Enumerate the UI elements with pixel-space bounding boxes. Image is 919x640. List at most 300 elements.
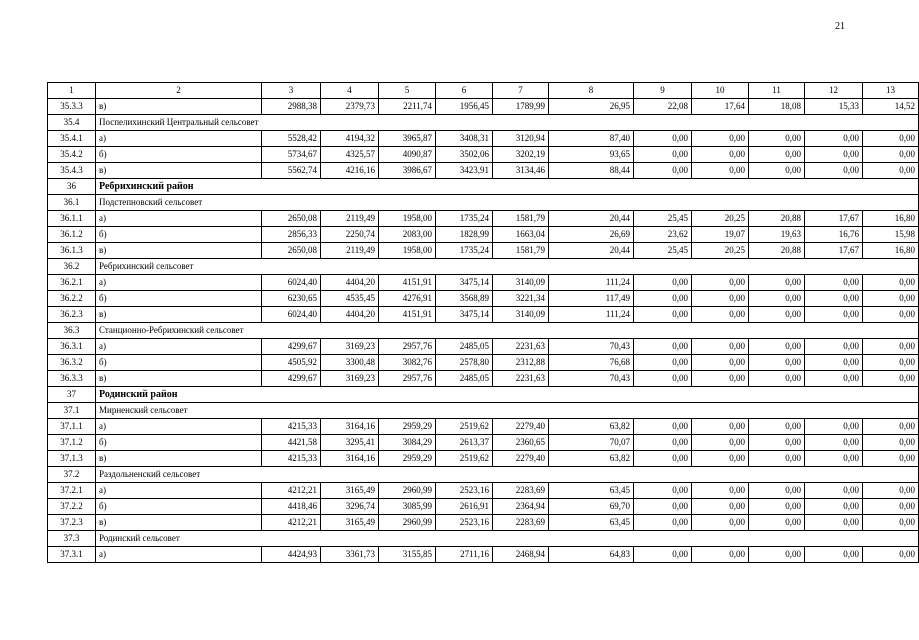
table-cell-value: 0,00 [863,435,919,451]
table-cell-value: 0,00 [634,275,692,291]
table-cell-value: 4325,57 [321,147,379,163]
section-title: Подстепновский сельсовет [96,195,919,211]
table-cell-value: 2957,76 [379,371,436,387]
row-variant-label: б) [96,291,262,307]
row-code: 37.1.2 [48,435,96,451]
table-cell-value: 3475,14 [436,307,493,323]
table-row [48,275,919,291]
table-cell-value: 17,64 [692,99,749,115]
table-cell-value: 69,70 [549,499,634,515]
table-cell-value: 3165,49 [321,483,379,499]
row-code: 37.1 [48,403,96,419]
table-cell-value: 4276,91 [379,291,436,307]
row-code: 36.3.1 [48,339,96,355]
tariff-table [47,82,919,563]
column-header: 1 [48,83,96,99]
table-cell-value: 0,00 [692,483,749,499]
table-cell-value: 2231,63 [493,371,549,387]
table-cell-value: 1958,00 [379,211,436,227]
table-cell-value: 2468,94 [493,547,549,563]
table-cell-value: 63,82 [549,419,634,435]
table-cell-value: 3475,14 [436,275,493,291]
table-cell-value: 3300,48 [321,355,379,371]
table-cell-value: 93,65 [549,147,634,163]
table-cell-value: 3134,46 [493,163,549,179]
table-cell-value: 4535,45 [321,291,379,307]
table-cell-value: 0,00 [749,435,805,451]
row-code: 37.2 [48,467,96,483]
table-cell-value: 2613,37 [436,435,493,451]
table-cell-value: 4151,91 [379,275,436,291]
table-cell-value: 0,00 [805,307,863,323]
table-cell-value: 0,00 [805,147,863,163]
table-row [48,339,919,355]
table-cell-value: 70,43 [549,371,634,387]
table-cell-value: 0,00 [634,435,692,451]
table-cell-value: 23,62 [634,227,692,243]
column-header: 12 [805,83,863,99]
table-cell-value: 0,00 [863,147,919,163]
table-row [48,451,919,467]
row-code: 36.2.1 [48,275,96,291]
section-title: Станционно-Ребрихинский сельсовет [96,323,919,339]
table-cell-value: 2283,69 [493,483,549,499]
table-cell-value: 4215,33 [262,451,321,467]
table-cell-value: 0,00 [634,147,692,163]
section-title: Родинский сельсовет [96,531,919,547]
table-cell-value: 0,00 [692,499,749,515]
row-variant-label: а) [96,275,262,291]
table-cell-value: 0,00 [749,355,805,371]
table-cell-value: 6024,40 [262,275,321,291]
table-cell-value: 4090,87 [379,147,436,163]
row-code: 37.3 [48,531,96,547]
table-cell-value: 2856,33 [262,227,321,243]
table-row [48,547,919,563]
table-cell-value: 3155,85 [379,547,436,563]
table-row [48,227,919,243]
table-cell-value: 20,25 [692,243,749,259]
row-code: 36.1.3 [48,243,96,259]
table-cell-value: 20,44 [549,211,634,227]
section-title: Поспелихинский Центральный сельсовет [96,115,919,131]
table-cell-value: 0,00 [863,547,919,563]
row-code: 36.1 [48,195,96,211]
row-code: 37.2.2 [48,499,96,515]
table-cell-value: 26,95 [549,99,634,115]
table-cell-value: 0,00 [805,275,863,291]
column-header: 13 [863,83,919,99]
table-cell-value: 0,00 [749,515,805,531]
table-row [48,99,919,115]
table-header-row [48,83,919,99]
row-code: 35.3.3 [48,99,96,115]
district-title: Родинский район [96,387,919,403]
row-code: 36.2.3 [48,307,96,323]
row-code: 36.1.2 [48,227,96,243]
table-cell-value: 3082,76 [379,355,436,371]
table-cell-value: 3165,49 [321,515,379,531]
table-cell-value: 4404,20 [321,307,379,323]
table-cell-value: 0,00 [863,499,919,515]
table-cell-value: 0,00 [863,339,919,355]
table-cell-value: 0,00 [634,291,692,307]
table-row [48,291,919,307]
table-cell-value: 26,69 [549,227,634,243]
row-code: 37.2.1 [48,483,96,499]
table-cell-value: 0,00 [749,547,805,563]
table-cell-value: 0,00 [692,307,749,323]
row-code: 35.4.3 [48,163,96,179]
table-cell-value: 3169,23 [321,339,379,355]
table-cell-value: 2523,16 [436,515,493,531]
table-cell-value: 3085,99 [379,499,436,515]
table-cell-value: 16,80 [863,243,919,259]
table-cell-value: 4212,21 [262,483,321,499]
table-cell-value: 63,45 [549,483,634,499]
row-variant-label: в) [96,307,262,323]
table-cell-value: 3202,19 [493,147,549,163]
table-cell-value: 70,07 [549,435,634,451]
table-cell-value: 0,00 [805,355,863,371]
table-cell-value: 3965,87 [379,131,436,147]
table-cell-value: 0,00 [863,355,919,371]
table-cell-value: 3084,29 [379,435,436,451]
row-variant-label: а) [96,211,262,227]
table-cell-value: 0,00 [805,547,863,563]
table-cell-value: 0,00 [863,451,919,467]
table-cell-value: 0,00 [749,499,805,515]
table-cell-value: 2360,65 [493,435,549,451]
table-cell-value: 20,44 [549,243,634,259]
table-cell-value: 0,00 [749,275,805,291]
column-header: 11 [749,83,805,99]
table-row [48,371,919,387]
table-cell-value: 0,00 [634,355,692,371]
table-row [48,307,919,323]
table-cell-value: 6230,65 [262,291,321,307]
table-cell-value: 0,00 [863,419,919,435]
table-cell-value: 4151,91 [379,307,436,323]
table-cell-value: 0,00 [805,419,863,435]
table-cell-value: 2364,94 [493,499,549,515]
table-cell-value: 0,00 [749,419,805,435]
page-number: 21 [835,21,845,32]
row-variant-label: б) [96,355,262,371]
table-cell-value: 1735,24 [436,211,493,227]
table-cell-value: 0,00 [863,515,919,531]
column-header: 8 [549,83,634,99]
table-cell-value: 2283,69 [493,515,549,531]
table-cell-value: 2616,91 [436,499,493,515]
table-cell-value: 22,08 [634,99,692,115]
table-cell-value: 16,76 [805,227,863,243]
table-cell-value: 2485,05 [436,371,493,387]
row-code: 36.3.3 [48,371,96,387]
table-cell-value: 0,00 [749,451,805,467]
table-cell-value: 2231,63 [493,339,549,355]
row-variant-label: в) [96,451,262,467]
row-code: 35.4.1 [48,131,96,147]
table-cell-value: 4194,32 [321,131,379,147]
table-cell-value: 2119,49 [321,211,379,227]
table-cell-value: 117,49 [549,291,634,307]
table-cell-value: 0,00 [805,435,863,451]
column-header: 6 [436,83,493,99]
table-cell-value: 3164,16 [321,419,379,435]
table-cell-value: 0,00 [863,163,919,179]
table-cell-value: 2960,99 [379,483,436,499]
table-row [48,515,919,531]
table-cell-value: 0,00 [805,483,863,499]
section-row [48,323,919,339]
table-cell-value: 3169,23 [321,371,379,387]
table-cell-value: 0,00 [805,451,863,467]
row-variant-label: б) [96,435,262,451]
table-cell-value: 2523,16 [436,483,493,499]
table-cell-value: 1735,24 [436,243,493,259]
table-cell-value: 5562,74 [262,163,321,179]
table-cell-value: 3164,16 [321,451,379,467]
table-cell-value: 1958,00 [379,243,436,259]
table-cell-value: 3502,06 [436,147,493,163]
table-cell-value: 0,00 [863,307,919,323]
district-title: Ребрихинский район [96,179,919,195]
table-cell-value: 1581,79 [493,243,549,259]
table-cell-value: 0,00 [863,291,919,307]
table-cell-value: 2312,88 [493,355,549,371]
table-cell-value: 0,00 [805,131,863,147]
table-cell-value: 0,00 [692,547,749,563]
row-code: 36.3.2 [48,355,96,371]
row-variant-label: а) [96,339,262,355]
table-cell-value: 0,00 [805,339,863,355]
row-variant-label: б) [96,499,262,515]
table-cell-value: 25,45 [634,211,692,227]
table-cell-value: 0,00 [692,131,749,147]
row-code: 35.4 [48,115,96,131]
table-row [48,243,919,259]
section-row [48,259,919,275]
table-cell-value: 0,00 [805,371,863,387]
table-cell-value: 1828,99 [436,227,493,243]
district-row [48,387,919,403]
table-cell-value: 2959,29 [379,419,436,435]
row-code: 35.4.2 [48,147,96,163]
table-cell-value: 88,44 [549,163,634,179]
table-cell-value: 16,80 [863,211,919,227]
table-cell-value: 3120,94 [493,131,549,147]
table-cell-value: 15,98 [863,227,919,243]
table-cell-value: 17,67 [805,243,863,259]
column-header: 2 [96,83,262,99]
table-cell-value: 3568,89 [436,291,493,307]
table-cell-value: 0,00 [634,131,692,147]
table-cell-value: 4212,21 [262,515,321,531]
table-cell-value: 0,00 [634,163,692,179]
table-cell-value: 2519,62 [436,451,493,467]
row-variant-label: а) [96,131,262,147]
table-cell-value: 20,88 [749,211,805,227]
table-cell-value: 5734,67 [262,147,321,163]
section-row [48,467,919,483]
table-cell-value: 0,00 [749,371,805,387]
table-cell-value: 2578,80 [436,355,493,371]
row-code: 36.2.2 [48,291,96,307]
table-cell-value: 3296,74 [321,499,379,515]
table-cell-value: 0,00 [805,291,863,307]
table-cell-value: 0,00 [749,291,805,307]
table-cell-value: 0,00 [805,499,863,515]
column-header: 10 [692,83,749,99]
row-code: 36.3 [48,323,96,339]
row-variant-label: в) [96,243,262,259]
table-cell-value: 2083,00 [379,227,436,243]
table-cell-value: 0,00 [749,307,805,323]
row-code: 36 [48,179,96,195]
table-cell-value: 0,00 [805,515,863,531]
table-cell-value: 76,68 [549,355,634,371]
table-cell-value: 4299,67 [262,371,321,387]
table-cell-value: 20,25 [692,211,749,227]
table-cell-value: 0,00 [805,163,863,179]
row-code: 36.2 [48,259,96,275]
table-row [48,131,919,147]
table-cell-value: 3408,31 [436,131,493,147]
table-row [48,499,919,515]
table-cell-value: 87,40 [549,131,634,147]
table-cell-value: 14,52 [863,99,919,115]
table-cell-value: 0,00 [749,147,805,163]
table-cell-value: 4299,67 [262,339,321,355]
table-cell-value: 0,00 [634,371,692,387]
table-cell-value: 0,00 [634,451,692,467]
table-cell-value: 1663,04 [493,227,549,243]
table-cell-value: 2988,38 [262,99,321,115]
table-cell-value: 0,00 [863,131,919,147]
table-cell-value: 0,00 [692,419,749,435]
row-code: 36.1.1 [48,211,96,227]
table-cell-value: 4421,58 [262,435,321,451]
table-cell-value: 0,00 [692,451,749,467]
row-code: 37.2.3 [48,515,96,531]
table-cell-value: 18,08 [749,99,805,115]
table-cell-value: 2279,40 [493,451,549,467]
row-variant-label: в) [96,371,262,387]
table-cell-value: 64,83 [549,547,634,563]
table-cell-value: 3986,67 [379,163,436,179]
table-cell-value: 0,00 [692,371,749,387]
section-title: Ребрихинский сельсовет [96,259,919,275]
table-cell-value: 3423,91 [436,163,493,179]
table-cell-value: 5528,42 [262,131,321,147]
table-cell-value: 0,00 [692,163,749,179]
table-cell-value: 2485,05 [436,339,493,355]
table-cell-value: 0,00 [692,147,749,163]
table-cell-value: 3140,09 [493,275,549,291]
table-cell-value: 4215,33 [262,419,321,435]
row-variant-label: б) [96,147,262,163]
table-cell-value: 2250,74 [321,227,379,243]
row-code: 37.1.3 [48,451,96,467]
table-cell-value: 0,00 [692,355,749,371]
column-header: 5 [379,83,436,99]
table-cell-value: 0,00 [863,275,919,291]
table-row [48,355,919,371]
table-cell-value: 2119,49 [321,243,379,259]
table-cell-value: 111,24 [549,307,634,323]
column-header: 4 [321,83,379,99]
table-cell-value: 0,00 [749,339,805,355]
table-cell-value: 19,07 [692,227,749,243]
table-cell-value: 19,63 [749,227,805,243]
row-code: 37 [48,387,96,403]
table-cell-value: 0,00 [634,339,692,355]
row-variant-label: в) [96,99,262,115]
table-cell-value: 4216,16 [321,163,379,179]
table-cell-value: 0,00 [634,547,692,563]
row-variant-label: в) [96,163,262,179]
table-row [48,419,919,435]
section-row [48,195,919,211]
row-variant-label: а) [96,483,262,499]
table-cell-value: 2650,08 [262,243,321,259]
table-cell-value: 63,45 [549,515,634,531]
table-cell-value: 0,00 [692,291,749,307]
table-cell-value: 2211,74 [379,99,436,115]
section-row [48,531,919,547]
table-cell-value: 25,45 [634,243,692,259]
table-cell-value: 2519,62 [436,419,493,435]
column-header: 7 [493,83,549,99]
table-cell-value: 6024,40 [262,307,321,323]
table-cell-value: 63,82 [549,451,634,467]
table-cell-value: 2960,99 [379,515,436,531]
table-cell-value: 4424,93 [262,547,321,563]
table-cell-value: 2279,40 [493,419,549,435]
table-row [48,147,919,163]
table-row [48,435,919,451]
column-header: 3 [262,83,321,99]
table-cell-value: 0,00 [692,339,749,355]
column-header: 9 [634,83,692,99]
table-cell-value: 4505,92 [262,355,321,371]
table-cell-value: 0,00 [749,163,805,179]
table-cell-value: 1581,79 [493,211,549,227]
table-cell-value: 3295,41 [321,435,379,451]
row-variant-label: а) [96,419,262,435]
table-cell-value: 2650,08 [262,211,321,227]
district-row [48,179,919,195]
table-cell-value: 111,24 [549,275,634,291]
section-title: Раздольненский сельсовет [96,467,919,483]
table-cell-value: 0,00 [692,515,749,531]
table-cell-value: 0,00 [692,275,749,291]
table-cell-value: 0,00 [634,483,692,499]
section-row [48,115,919,131]
table-cell-value: 2959,29 [379,451,436,467]
table-cell-value: 20,88 [749,243,805,259]
table-cell-value: 0,00 [749,131,805,147]
table-cell-value: 0,00 [863,371,919,387]
table-cell-value: 1789,99 [493,99,549,115]
table-cell-value: 0,00 [634,419,692,435]
section-row [48,403,919,419]
table-row [48,483,919,499]
table-cell-value: 4418,46 [262,499,321,515]
table-cell-value: 0,00 [749,483,805,499]
table-cell-value: 2957,76 [379,339,436,355]
